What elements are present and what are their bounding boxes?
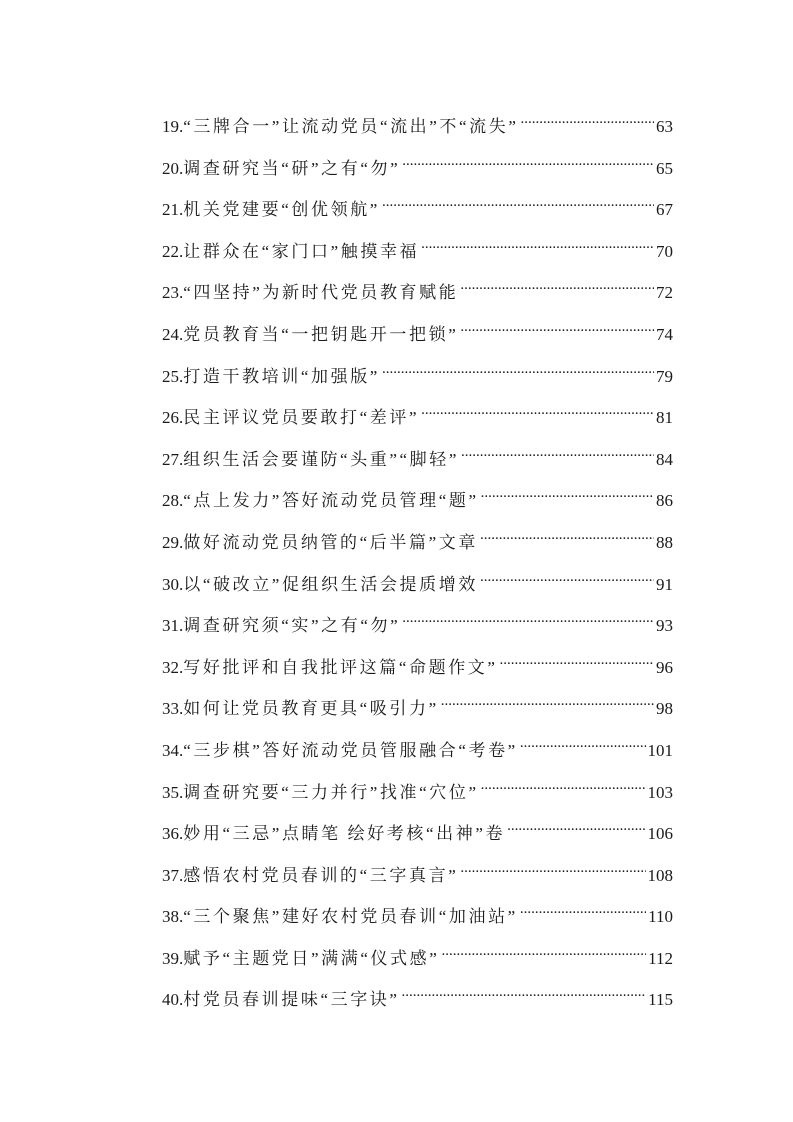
dot-leader xyxy=(500,645,654,673)
toc-entry[interactable] xyxy=(162,728,673,770)
toc-entry[interactable] xyxy=(162,853,673,895)
entry-number: 37. xyxy=(162,865,184,885)
dot-leader xyxy=(481,770,646,798)
entry-page-number: 112 xyxy=(648,948,673,968)
entry-page-number: 91 xyxy=(656,574,673,594)
entry-title: 妙用“三忌”点睛笔 绘好考核“出神”卷 xyxy=(183,824,506,844)
entry-number: 19. xyxy=(162,117,184,136)
entry-page-number: 96 xyxy=(656,657,673,677)
entry-number: 38. xyxy=(162,907,184,927)
entry-page-number: 63 xyxy=(656,117,673,136)
dot-leader xyxy=(481,478,654,506)
entry-page-number: 101 xyxy=(647,740,673,760)
entry-page-number: 72 xyxy=(656,283,673,303)
toc-entry[interactable] xyxy=(162,146,673,188)
entry-number: 34. xyxy=(162,740,184,760)
dot-leader xyxy=(382,187,654,215)
entry-page-number: 110 xyxy=(648,907,673,927)
entry-number: 30. xyxy=(162,574,184,594)
toc-entry[interactable] xyxy=(162,811,673,853)
entry-page-number: 81 xyxy=(656,408,673,428)
entry-number: 29. xyxy=(162,532,184,552)
table-of-contents xyxy=(162,104,673,1019)
toc-entry[interactable] xyxy=(162,437,673,479)
entry-title: 党员教育当“一把钥匙开一把锁” xyxy=(183,324,459,344)
entry-title: 做好流动党员纳管的“后半篇”文章 xyxy=(183,532,478,552)
entry-number: 35. xyxy=(162,782,184,802)
entry-title: 调查研究要“三力并行”找准“穴位” xyxy=(183,782,479,802)
dot-leader xyxy=(441,936,646,964)
dot-leader xyxy=(382,354,654,382)
dot-leader xyxy=(441,686,654,714)
entry-title: 让群众在“家门口”触摸幸福 xyxy=(183,241,420,261)
dot-leader xyxy=(402,977,647,1005)
entry-title: 调查研究须“实”之有“勿” xyxy=(183,616,401,636)
entry-page-number: 115 xyxy=(648,990,673,1010)
toc-entry[interactable] xyxy=(162,645,673,687)
toc-entry[interactable] xyxy=(162,270,673,312)
entry-number: 21. xyxy=(162,200,184,220)
dot-leader xyxy=(520,728,646,756)
toc-entry[interactable] xyxy=(162,562,673,604)
dot-leader xyxy=(402,146,654,174)
toc-entry[interactable] xyxy=(162,104,673,146)
entry-page-number: 88 xyxy=(656,532,673,552)
entry-title: 民主评议党员要敢打“差评” xyxy=(183,408,420,428)
toc-entry[interactable] xyxy=(162,187,673,229)
dot-leader xyxy=(520,894,646,922)
toc-entry[interactable] xyxy=(162,395,673,437)
entry-title: 以“破改立”促组织生活会提质增效 xyxy=(183,574,478,594)
dot-leader xyxy=(480,520,654,548)
entry-page-number: 84 xyxy=(656,449,673,469)
toc-entry[interactable] xyxy=(162,354,673,396)
entry-title: “三个聚焦”建好农村党员春训“加油站” xyxy=(183,907,518,927)
dot-leader xyxy=(521,104,654,132)
entry-title: “三牌合一”让流动党员“流出”不“流失” xyxy=(183,117,519,136)
entry-number: 22. xyxy=(162,241,184,261)
dot-leader xyxy=(461,437,654,465)
entry-number: 20. xyxy=(162,158,184,178)
dot-leader xyxy=(402,603,654,631)
entry-page-number: 108 xyxy=(647,865,673,885)
entry-number: 27. xyxy=(162,449,184,469)
toc-entry[interactable] xyxy=(162,936,673,978)
entry-page-number: 67 xyxy=(656,200,673,220)
dot-leader xyxy=(421,229,654,257)
entry-number: 24. xyxy=(162,324,184,344)
entry-title: 赋予“主题党日”满满“仪式感” xyxy=(183,948,440,968)
toc-entry[interactable] xyxy=(162,894,673,936)
toc-entry[interactable] xyxy=(162,312,673,354)
entry-page-number: 106 xyxy=(647,824,673,844)
entry-page-number: 79 xyxy=(656,366,673,386)
entry-page-number: 70 xyxy=(656,241,673,261)
entry-title: “四坚持”为新时代党员教育赋能 xyxy=(183,283,459,303)
entry-number: 40. xyxy=(162,990,184,1010)
entry-number: 25. xyxy=(162,366,184,386)
entry-title: 村党员春训提味“三字诀” xyxy=(183,990,400,1010)
entry-title: “点上发力”答好流动党员管理“题” xyxy=(183,491,479,511)
dot-leader xyxy=(460,853,645,881)
entry-title: 如何让党员教育更具“吸引力” xyxy=(183,699,439,719)
entry-number: 23. xyxy=(162,283,184,303)
entry-page-number: 74 xyxy=(656,324,673,344)
entry-number: 31. xyxy=(162,616,184,636)
entry-title: 打造干教培训“加强版” xyxy=(183,366,380,386)
entry-title: “三步棋”答好流动党员管服融合“考卷” xyxy=(183,740,518,760)
entry-page-number: 103 xyxy=(647,782,673,802)
entry-page-number: 98 xyxy=(656,699,673,719)
dot-leader xyxy=(421,395,654,423)
dot-leader xyxy=(507,811,645,839)
entry-page-number: 93 xyxy=(656,616,673,636)
entry-title: 调查研究当“研”之有“勿” xyxy=(183,158,401,178)
entry-title: 组织生活会要谨防“头重”“脚轻” xyxy=(183,449,460,469)
entry-number: 33. xyxy=(162,699,184,719)
toc-entry[interactable] xyxy=(162,977,673,1019)
entry-title: 写好批评和自我批评这篇“命题作文” xyxy=(183,657,498,677)
toc-entry[interactable] xyxy=(162,770,673,812)
entry-number: 26. xyxy=(162,408,184,428)
dot-leader xyxy=(480,562,654,590)
entry-number: 28. xyxy=(162,491,184,511)
dot-leader xyxy=(460,270,654,298)
entry-number: 39. xyxy=(162,948,184,968)
entry-page-number: 86 xyxy=(656,491,673,511)
entry-title: 机关党建要“创优领航” xyxy=(183,200,380,220)
toc-entry[interactable] xyxy=(162,520,673,562)
entry-title: 感悟农村党员春训的“三字真言” xyxy=(183,865,459,885)
toc-entry[interactable] xyxy=(162,686,673,728)
entry-number: 32. xyxy=(162,657,184,677)
toc-entry[interactable] xyxy=(162,229,673,271)
dot-leader xyxy=(460,312,654,340)
entry-page-number: 65 xyxy=(656,158,673,178)
entry-number: 36. xyxy=(162,824,184,844)
toc-entry[interactable] xyxy=(162,603,673,645)
toc-entry[interactable] xyxy=(162,478,673,520)
